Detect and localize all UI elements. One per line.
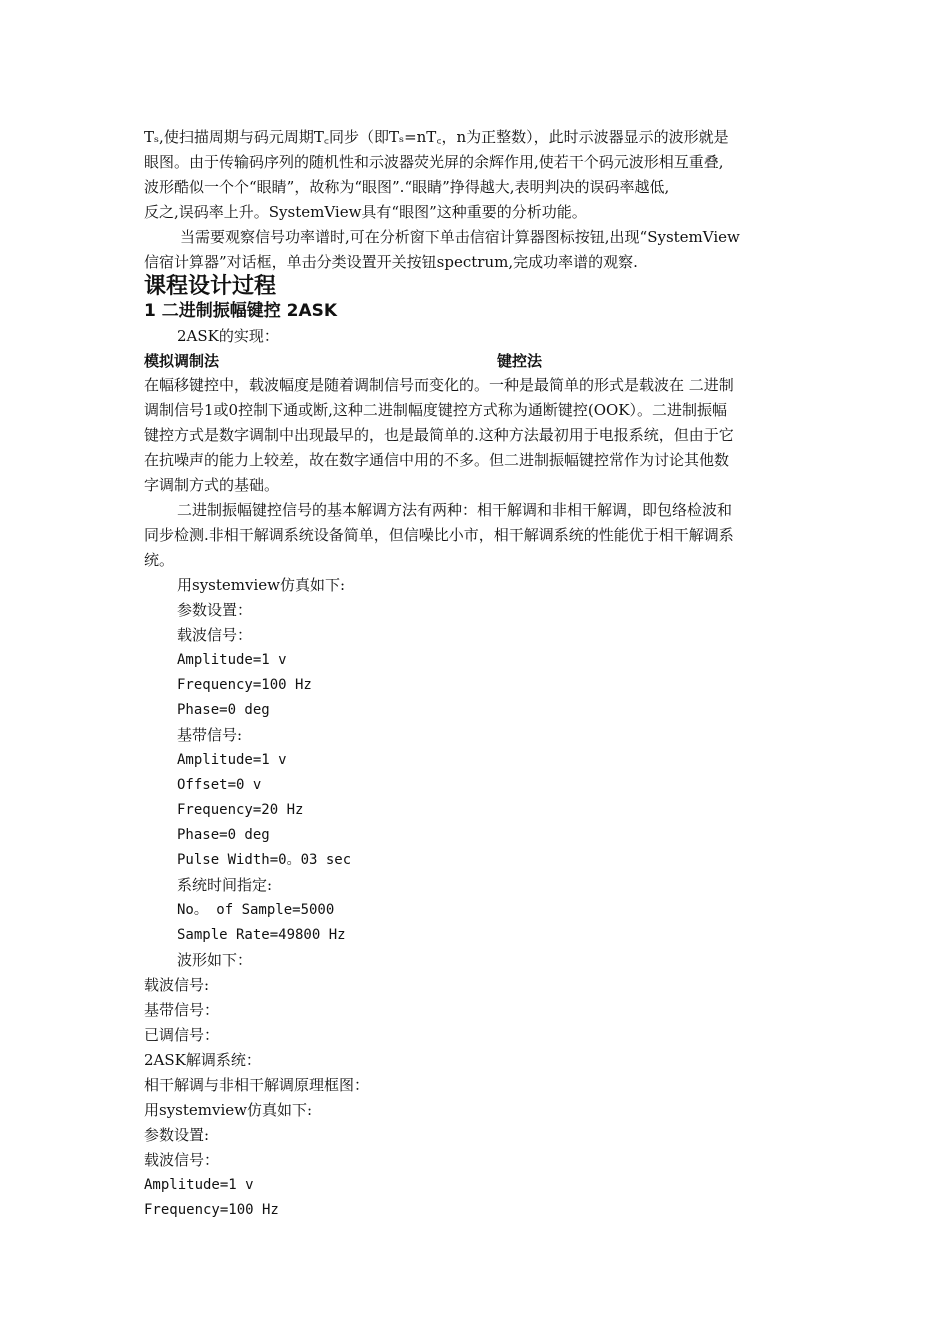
sim-line: 载波信号：: [177, 626, 253, 644]
sim2-line: 载波信号：: [144, 1151, 220, 1169]
ook-para-line: 调制信号1或0控制下通或断,这种二进制幅度键控方式称为通断键控(OOK）。二进制振幅: [144, 401, 728, 419]
sim2-line: 基带信号：: [144, 1001, 220, 1019]
sim-line: 波形如下：: [177, 951, 253, 969]
sim-param: Frequency=20 Hz: [177, 802, 304, 818]
sim2-line: 载波信号:: [144, 976, 210, 994]
demod-para-line: 同步检测.非相干解调系统设备简单，但信噪比小市，相干解调系统的性能优于相干解调系: [144, 526, 734, 544]
sim-param: Pulse Width=0。03 sec: [177, 852, 352, 868]
method-right-label: 键控法: [497, 352, 543, 370]
intro-line: 眼图。由于传输码序列的随机性和示波器荧光屏的余辉作用,使若干个码元波形相互重叠,: [144, 153, 724, 171]
intro-para2-line: 信宿计算器”对话框，单击分类设置开关按钮spectrum,完成功率谱的观察.: [144, 253, 638, 271]
demod-para-line: 统。: [144, 551, 175, 569]
sim2-line: 已调信号：: [144, 1026, 220, 1044]
sim-line: 参数设置：: [177, 601, 253, 619]
ook-para-line: 键控方式是数字调制中出现最早的，也是最简单的.这种方法最初用于电报系统，但由于它: [144, 426, 734, 444]
sim-param: Offset=0 v: [177, 777, 262, 793]
ook-para-line: 字调制方式的基础。: [144, 476, 280, 494]
sim-param: Amplitude=1 v: [177, 752, 287, 768]
sim2-line: 2ASK解调系统：: [144, 1051, 261, 1069]
sim-line: 基带信号:: [177, 726, 243, 744]
ook-para-line: 在幅移键控中，载波幅度是随着调制信号而变化的。一种是最简单的形式是载波在 二进制: [144, 376, 734, 394]
sim2-line: 相干解调与非相干解调原理框图：: [144, 1076, 370, 1094]
sim-param: Phase=0 deg: [177, 702, 270, 718]
sim-param: Sample Rate=49800 Hz: [177, 927, 346, 943]
demod-para-line: 二进制振幅键控信号的基本解调方法有两种：相干解调和非相干解调，即包络检波和: [177, 501, 733, 519]
ook-para-line: 在抗噪声的能力上较差，故在数字通信中用的不多。但二进制振幅键控常作为讨论其他数: [144, 451, 730, 469]
sim-param: Amplitude=1 v: [177, 652, 287, 668]
sim2-param: Frequency=100 Hz: [144, 1202, 279, 1218]
ask-impl-label: 2ASK的实现：: [177, 327, 279, 345]
sim-param: Phase=0 deg: [177, 827, 270, 843]
intro-para2-line: 当需要观察信号功率谱时,可在分析窗下单击信宿计算器图标按钮,出现“SystemView: [180, 228, 740, 246]
sim-param: Frequency=100 Hz: [177, 677, 312, 693]
subsection-title: 1 二进制振幅键控 2ASK: [144, 301, 338, 321]
sim-param: No。 of Sample=5000: [177, 902, 335, 918]
method-left-label: 模拟调制法: [144, 352, 220, 370]
intro-line: 波形酷似一个个“眼睛”，故称为“眼图”.“眼睛”挣得越大,表明判决的误码率越低,: [144, 178, 670, 196]
intro-line: 反之,误码率上升。SystemView具有“眼图”这种重要的分析功能。: [144, 203, 587, 221]
section-title: 课程设计过程: [144, 274, 277, 299]
sim2-param: Amplitude=1 v: [144, 1177, 254, 1193]
intro-line: Tₛ,使扫描周期与码元周期T꜀同步（即Tₛ=nT꜀，n为正整数），此时示波器显示的波形就是: [144, 128, 729, 146]
sim2-line: 参数设置:: [144, 1126, 210, 1144]
sim-line: 用systemview仿真如下:: [177, 576, 346, 594]
sim-line: 系统时间指定:: [177, 876, 273, 894]
sim2-line: 用systemview仿真如下:: [144, 1101, 313, 1119]
